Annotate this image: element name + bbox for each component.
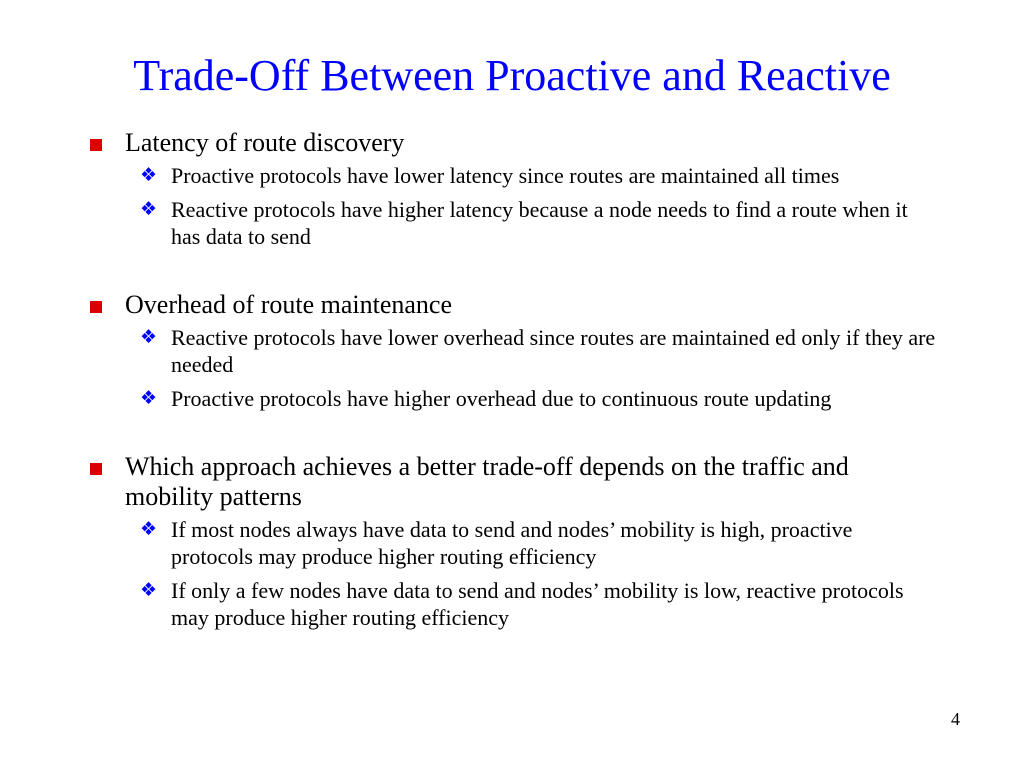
- level2-text: Proactive protocols have lower latency since routes are maintained all times: [171, 163, 840, 188]
- red-square-bullet-icon: [90, 139, 102, 151]
- level2-item: [88, 196, 938, 250]
- red-square-bullet-icon: [90, 463, 102, 475]
- sub-list: [88, 516, 938, 631]
- four-diamond-bullet-icon: ❖: [140, 579, 158, 601]
- red-square-bullet-icon: [90, 301, 102, 313]
- level2-text: If only a few nodes have data to send and nodes’ mobility is low, reactive protocols may produce higher routing efficiency: [171, 578, 904, 630]
- section-trade-off: [88, 452, 938, 631]
- level1-text: Overhead of route maintenance: [125, 290, 453, 319]
- section-spacer: [88, 257, 938, 290]
- page-number: 4: [951, 709, 960, 729]
- level2-item: [88, 577, 938, 631]
- level2-item: [88, 162, 938, 189]
- level1-item: [88, 128, 938, 158]
- level2-text: If most nodes always have data to send and nodes’ mobility is high, proactive protocols may produce higher routing efficiency: [171, 517, 853, 569]
- level1-item: [88, 290, 938, 320]
- four-diamond-bullet-icon: ❖: [140, 164, 158, 186]
- level1-text: Latency of route discovery: [125, 128, 405, 157]
- section-spacer: [88, 419, 938, 452]
- sub-list: [88, 162, 938, 250]
- section-overhead: [88, 290, 938, 412]
- level2-item: [88, 516, 938, 570]
- four-diamond-bullet-icon: ❖: [140, 198, 158, 220]
- level2-item: [88, 324, 938, 378]
- slide-content: [88, 128, 938, 638]
- level2-text: Reactive protocols have lower overhead since routes are maintained ed only if they are needed: [171, 325, 936, 377]
- sub-list: [88, 324, 938, 412]
- four-diamond-bullet-icon: ❖: [140, 387, 158, 409]
- four-diamond-bullet-icon: ❖: [140, 518, 158, 540]
- level1-text: Which approach achieves a better trade-off depends on the traffic and mobility patterns: [125, 452, 849, 511]
- level1-item: [88, 452, 938, 512]
- four-diamond-bullet-icon: ❖: [140, 326, 158, 348]
- level2-item: [88, 385, 938, 412]
- level2-text: Reactive protocols have higher latency because a node needs to find a route when it has data to send: [171, 197, 908, 249]
- slide-title: Trade-Off Between Proactive and Reactive: [133, 51, 891, 100]
- section-latency: [88, 128, 938, 250]
- level2-text: Proactive protocols have higher overhead due to continuous route updating: [171, 386, 832, 411]
